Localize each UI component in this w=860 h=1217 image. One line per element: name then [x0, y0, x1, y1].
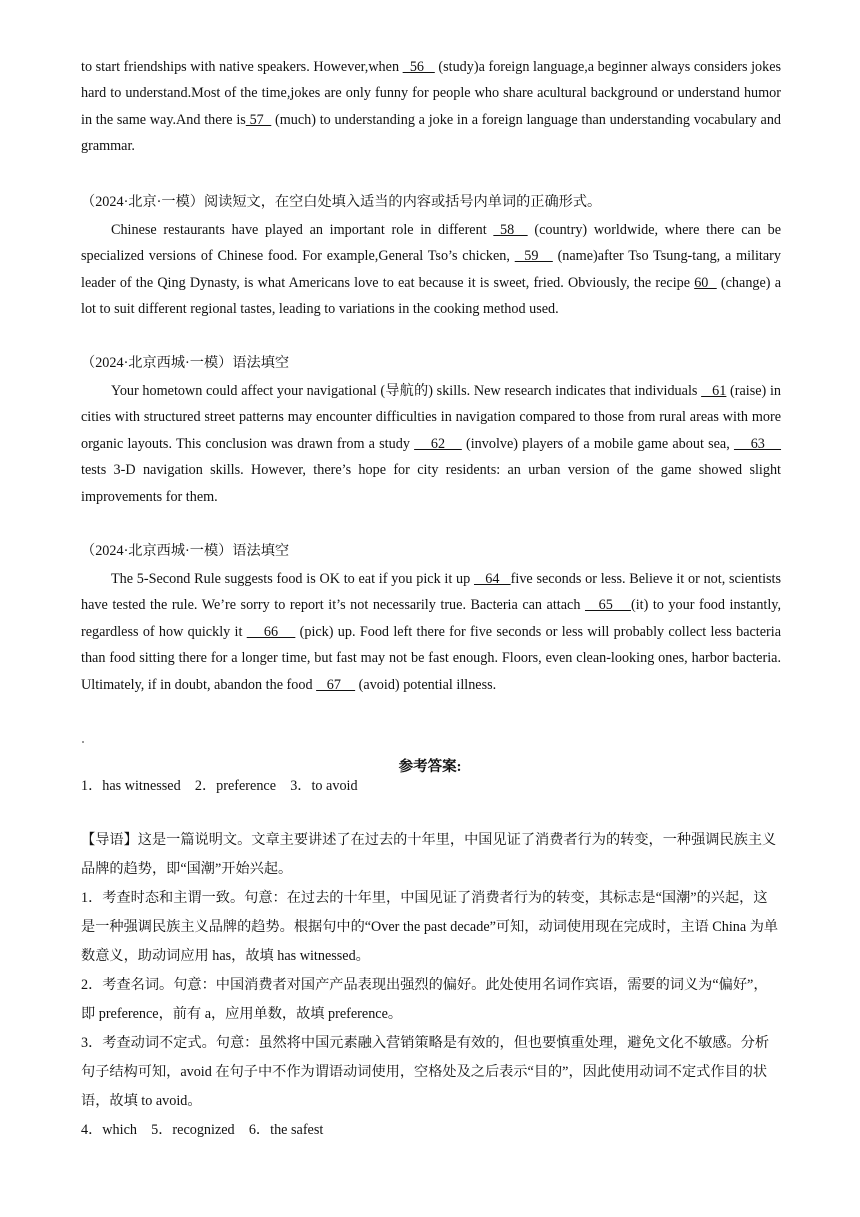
passage-58-heading: （2024·北京·一模）阅读短文，在空白处填入适当的内容或括号内单词的正确形式。 [81, 194, 602, 210]
passage-text: tests 3-D navigation skills. However, there’s hope for city residents: an urban version of the game showed slight improvements for them. [81, 462, 781, 505]
blank-56: 56 [402, 59, 435, 75]
blank-63: 63 [733, 435, 782, 452]
passage-text: (much) to understanding a joke in a foreign language than understanding vocabulary and grammar. [81, 111, 782, 155]
answers-explanation [81, 826, 781, 1145]
answer-line-4-6: 4．which 5．recognized 6．the safest [81, 1122, 324, 1138]
stray-mark [82, 741, 84, 743]
passage-text: (change) a lot to suit different regional tastes, leading to variations in the cooking method used. [81, 274, 781, 318]
passage-64-67 [81, 566, 781, 698]
blank-65: 65 [584, 597, 631, 614]
answer-line-1-3: 1．has witnessed 2．preference 3．to avoid [81, 778, 358, 794]
blank-59: 59 [514, 248, 553, 265]
blank-62: 62 [414, 435, 462, 452]
passage-text: (study)a foreign language,a beginner always considers jokes hard to understand.Most of the time,jokes are only funny for people who share acultural background or understand humor in the same way.And there is [81, 59, 782, 128]
explanation-3: 3．考查动词不定式。句意：虽然将中国元素融入营销策略是有效的，但也要慎重处理，避免文化不敏感。分析句子结构可知，avoid 在句子中不作为谓语动词使用，空格处及之后表示“目的”，因此使用动词不定式作目的状语，故填 to avoid。 [81, 1035, 770, 1109]
passage-61-63 [81, 378, 781, 510]
passage-text: five seconds or less. Believe it or not, scientists have tested the rule. We’re sorry to report it’s not necessarily true. Bacteria can attach [81, 571, 782, 614]
answers-title: 参考答案: [398, 759, 462, 775]
passage-text: (country) worldwide, where there can be specialized versions of Chinese food. For example,General Tso’s chicken, [81, 222, 781, 265]
explanation-2: 2．考查名词。句意：中国消费者对国产产品表现出强烈的偏好。此处使用名词作宾语，需要的词义为“偏好”，即 preference，前有 a，应用单数，故填 preference。 [81, 977, 768, 1022]
passage-58-60 [81, 217, 781, 323]
blank-66: 66 [246, 623, 296, 640]
blank-58: 58 [493, 222, 528, 238]
blank-60: 60 [694, 274, 717, 291]
passage-text: (name)after Tso Tsung-tang, a military leader of the Qing Dynasty, is what Americans love to eat because it is sweet, fried. Obviously, the recipe [81, 248, 781, 291]
passage-64-heading: （2024·北京西城·一模）语法填空 [81, 543, 290, 559]
passage-text: Your hometown could affect your navigational (导航的) skills. New research indicates that individuals [111, 383, 702, 399]
passage-text: The 5-Second Rule suggests food is OK to eat if you pick it up [111, 571, 474, 587]
passage-text: (involve) players of a mobile game about sea, [461, 435, 734, 452]
passage-text: Chinese restaurants have played an important role in different [111, 222, 494, 238]
blank-67: 67 [316, 676, 356, 693]
passage-text: (avoid) potential illness. [355, 676, 497, 693]
explanation-1: 1．考查时态和主谓一致。句意：在过去的十年里，中国见证了消费者行为的转变，其标志是“国潮”的兴起，这是一种强调民族主义品牌的趋势。根据句中的“Over the past decade”可知，动词使用现在完成时，主语 China 为单数意义，助动词应用 has，故填 has witnessed。 [81, 890, 779, 964]
passage-text: (it) to your food instantly, regardless of how quickly it [81, 597, 782, 640]
passage-text: to start friendships with native speakers. However,when [81, 59, 403, 75]
guide-text: 【导语】这是一篇说明文。文章主要讲述了在过去的十年里，中国见证了消费者行为的转变，一种强调民族主义品牌的趋势，即“国潮”开始兴起。 [81, 832, 777, 877]
blank-61: 61 [701, 383, 727, 399]
passage-text: (pick) up. Food left there for five seconds or less will probably collect less bacteria than food sitting there for a longer time, but fast may not be fast enough. Floors, even clean-looking ones, harbor bacteria. Ultimately, if in doubt, abandon the food [81, 623, 781, 693]
passage-61-heading: （2024·北京西城·一模）语法填空 [81, 355, 290, 371]
passage-56-57 [81, 54, 781, 160]
blank-64: 64 [473, 571, 511, 587]
passage-text: (raise) in cities with structured street patterns may encounter difficulties in navigation compared to those from rural areas with more organic layouts. This conclusion was drawn from a study [81, 383, 781, 452]
blank-57: 57 [245, 111, 272, 128]
